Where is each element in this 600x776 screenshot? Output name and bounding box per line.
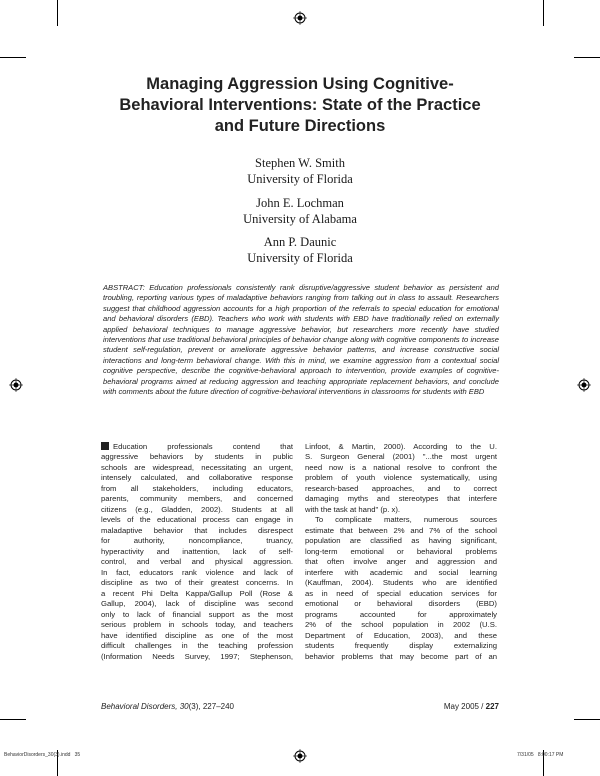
body-line: levels of the educational process can engage in [101,515,293,525]
body-line: for authority, noncompliance, truancy, [101,536,293,546]
registration-mark-icon [577,378,591,392]
crop-mark [574,719,600,720]
title-line: and Future Directions [214,117,386,135]
body-line: To complicate matters, numerous sources [315,515,497,525]
author-block [150,155,450,187]
registration-mark-icon [293,749,307,763]
author-affiliation: University of Alabama [243,212,357,226]
title-line: Behavioral Interventions: State of the Practice [119,96,481,114]
body-line: behavior problems that may become part of an [305,651,497,661]
section-marker-icon [101,442,109,450]
page-number: 227 [485,702,499,711]
publication-date: May 2005 / [443,702,484,711]
body-line: In fact, educators rank violence and lack of [101,567,293,577]
author-name: John E. Lochman [256,196,344,210]
body-line: hyperactivity and inattention, lack of self- [101,546,293,556]
body-line: problem of youth violence systematically, using [305,473,497,483]
crop-mark [57,0,58,26]
body-line: parents, community members, and concerned [101,494,293,504]
crop-mark [574,57,600,58]
title-line: Managing Aggression Using Cognitive- [146,75,454,93]
body-line: aggressive behaviors by students in public [101,452,293,462]
author-affiliation: University of Florida [247,251,353,265]
body-column-left [101,442,293,662]
body-line: with the task at hand" (p. x). [305,504,401,514]
body-line: damaging myths and stereotypes that interfere [305,494,497,504]
body-line: S. Surgeon General (2001) "...the most urgent [305,452,497,462]
registration-mark-icon [293,11,307,25]
body-line: have identified discipline as one of the most [101,630,293,640]
page-footer-right [444,702,499,711]
body-line: that often involve anger and aggression and [305,557,497,567]
author-block [150,234,450,266]
body-column-right [305,442,497,662]
journal-volume: 30 [179,702,189,711]
author-block [150,195,450,227]
body-line: Education professionals contend that [101,442,293,452]
journal-issue-pages: (3), 227–240 [188,702,234,711]
body-line: difficult challenges in the teaching profession [101,641,293,651]
body-line: as in need of special education services for [305,588,497,598]
body-line: need now is a national resolve to confront the [305,462,497,472]
body-line: citizens (e.g., Gladden, 2002). Students at all [101,504,293,514]
body-line: Gallup, 2004), lack of discipline was second [101,599,293,609]
body-line: long-term emotional or behavioral problems [305,546,497,556]
body-line: from all stakeholders, including educators, [101,483,293,493]
body-line: schools are widespread, necessitating an urgent, [101,462,293,472]
body-line: (Kauffman, 2004). Students who are identified [305,578,497,588]
body-line: intensely calculated, and collaborative response [101,473,293,483]
body-line: discipline as two of their greatest concerns. In [101,578,293,588]
indd-slug-file: BehaviorDisorders_30(3).indd 35 [4,752,81,758]
body-line: a recent Phi Delta Kappa/Gallup Poll (Rose & [101,588,293,598]
body-line: (Information Needs Survey, 1997; Stephenson, [101,651,293,661]
body-line: serious problem in schools today, and teachers [101,620,293,630]
body-line: population are classified as having significant, [305,536,497,546]
crop-mark [0,719,26,720]
crop-mark [0,57,26,58]
body-line: control, and verbal and physical aggression. [101,557,293,567]
body-line: research-based approaches, and to correct [305,483,497,493]
body-line: only to lack of financial support as the most [101,609,293,619]
body-line: emotional or behavioral disorders (EBD) [305,599,497,609]
body-line: students frequently display externalizing [305,641,497,651]
body-line: 2% of the school population in 2002 (U.S. [305,620,497,630]
article-title [80,74,520,137]
indd-slug-timestamp: 7/31/05 8:00:17 PM [517,752,564,758]
body-line: Department of Education, 2003), and these [305,630,497,640]
journal-name: Behavioral Disorders, [101,702,178,711]
body-line: interfere with academic and social learning [305,567,497,577]
abstract: ABSTRACT: Education professionals consistently rank disruptive/aggressive student behavior as persistent and troubling, reporting various types of maladaptive behaviors ranging from talking out in class to assault. Researchers suggest that childhood aggression accounts for a high proportion of the referrals to special education for emotional and behavioral disorders (EBD). Teachers who work with students with EBD have traditionally relied on externally applied behavioral techniques to manage aggressive behavior, but researchers more recently have studied interventions that use traditional behavioral principles of behavior change along with cognitive components to increase student self-regulation, prevent or ameliorate aggressive behavior patterns, and increase constructive social interactions and long-term behavioral change. With this in mind, we examine aggression from a contextual social cognitive perspective, describe the cognitive-behavioral approach to intervention, provide examples of cognitive-behavioral programs aimed at reducing aggression and teaching appropriate replacement behaviors, and conclude with comments about the future direction of cognitive-behavioral interventions in classrooms for students with EBD [103,283,499,397]
body-line: estimate that between 2% and 7% of the school [305,525,497,535]
author-name: Ann P. Daunic [263,235,337,249]
body-line: programs accounted for approximately [305,609,497,619]
author-name: Stephen W. Smith [255,156,345,170]
registration-mark-icon [9,378,23,392]
body-line: Linfoot, & Martin, 2000). According to the U. [305,442,497,451]
journal-citation [101,702,234,711]
author-affiliation: University of Florida [247,172,353,186]
crop-mark [543,0,544,26]
body-line: maladaptive behavior that includes disrespect [101,525,293,535]
